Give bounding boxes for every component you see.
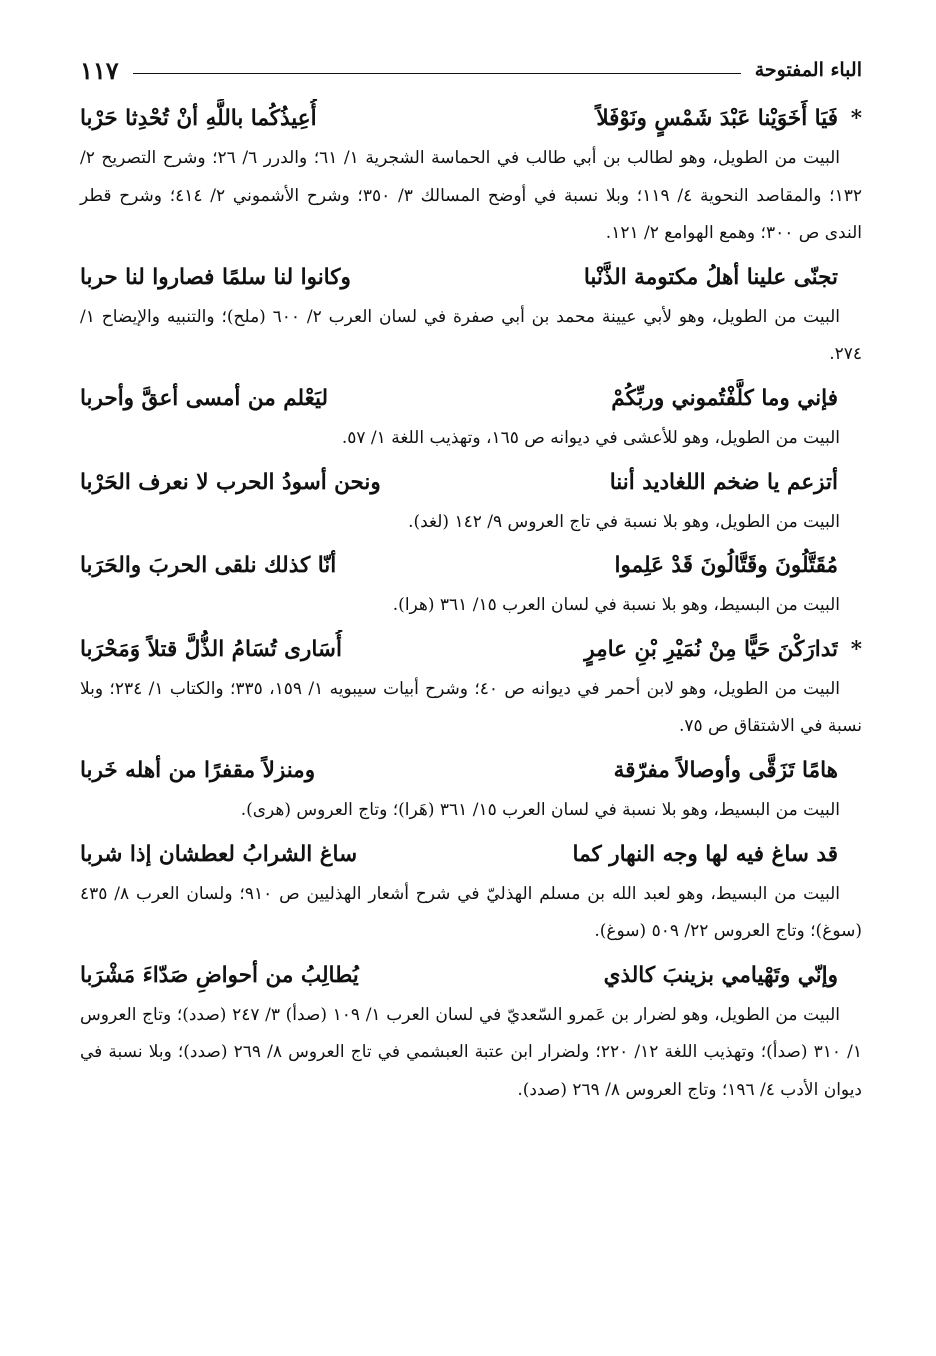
- first-hemistich: تجنّى علينا أهلُ مكتومة الذَّنْبا: [583, 264, 838, 290]
- verse-line: [80, 955, 862, 997]
- verse-entry: [80, 629, 862, 746]
- first-hemistich: هامًا تَزَقَّى وأوصالاً مفرّقة: [613, 757, 838, 783]
- page: [80, 52, 862, 1114]
- running-header: [80, 52, 862, 88]
- verse-entry: [80, 750, 862, 830]
- second-hemistich: أُعِيذُكُما باللَّهِ أنْ تُحْدِثا حَرْبا: [80, 106, 317, 131]
- first-hemistich: وإنّي وتَهْيامي بزينبَ كالذي: [603, 962, 838, 988]
- second-hemistich: وكانوا لنا سلمًا فصاروا لنا حربا: [80, 264, 351, 290]
- first-hemistich: قد ساغ فيه لها وجه النهار كما: [572, 841, 838, 867]
- second-hemistich: ساغ الشرابُ لعطشان إذا شربا: [80, 841, 358, 867]
- verse-note: البيت من الطويل، وهو لأبي عيينة محمد بن أبي صفرة في لسان العرب ٢/ ٦٠٠ (ملح)؛ والتنبيه والإيضاح ١/ ٢٧٤.: [80, 306, 862, 365]
- verse-entry: [80, 545, 862, 625]
- second-hemistich: ونحن أسودُ الحرب لا نعرف الحَرْبا: [80, 469, 381, 495]
- second-hemistich: أُسَارى تُسَامُ الذُّلَّ قتلاً وَمَحْرَبا: [80, 636, 342, 662]
- second-hemistich: ومنزلاً مقفرًا من أهله خَربا: [80, 757, 316, 783]
- star-marker: *: [850, 636, 862, 662]
- page-number: ١١٧: [80, 55, 119, 85]
- verse-entry: [80, 98, 862, 253]
- verse-entry: [80, 378, 862, 458]
- verse-line: [80, 98, 862, 140]
- verse-line: [80, 629, 862, 671]
- verse-entry: [80, 257, 862, 374]
- verse-line: [80, 378, 862, 420]
- verse-note: البيت من الطويل، وهو لضرار بن عَمرو السّعديّ في لسان العرب ١/ ١٠٩ (صدأ) ٣/ ٢٤٧ (صدد)؛ وتاج العروس ١/ ٣١٠ (صدأ)؛ وتهذيب اللغة ١٢/ ٢٢٠؛ ولضرار ابن عتبة العبشمي في تاج العروس ٨/ ٢٦٩ (صدد)؛ وبلا نسبة في ديوان الأدب ٤/ ١٩٦؛ وتاج العروس ٨/ ٢٦٩ (صدد).: [80, 1004, 862, 1100]
- verse-note: البيت من الطويل، وهو بلا نسبة في تاج العروس ٩/ ١٤٢ (لغد).: [408, 511, 840, 532]
- verse-entry: [80, 834, 862, 951]
- second-hemistich: أنّا كذلك نلقى الحربَ والحَرَبا: [80, 553, 337, 579]
- verse-line: [80, 257, 862, 299]
- first-hemistich: مُقَتَّلُونَ وقَتَّالُونَ قَدْ عَلِموا: [614, 553, 838, 579]
- verse-line: [80, 545, 862, 587]
- verse-note: البيت من البسيط، وهو بلا نسبة في لسان العرب ١٥/ ٣٦١ (هَرا)؛ وتاج العروس (هرى).: [240, 799, 840, 820]
- header-rule: [133, 73, 741, 74]
- first-hemistich: فإني وما كلَّفْتُموني وربِّكُمْ: [611, 385, 838, 411]
- verse-line: [80, 834, 862, 876]
- verse-note: البيت من البسيط، وهو بلا نسبة في لسان العرب ١٥/ ٣٦١ (هرا).: [392, 595, 840, 616]
- verse-line: [80, 462, 862, 504]
- verse-note: البيت من الطويل، وهو للأعشى في ديوانه ص ١٦٥، وتهذيب اللغة ١/ ٥٧.: [341, 427, 840, 448]
- section-title: الباء المفتوحة: [754, 59, 862, 81]
- verse-entry: [80, 462, 862, 542]
- second-hemistich: ليَعْلم من أمسى أعقَّ وأحربا: [80, 385, 329, 411]
- verse-note: البيت من الطويل، وهو لابن أحمر في ديوانه ص ٤٠؛ وشرح أبيات سيبويه ١/ ١٥٩، ٣٣٥؛ والكتاب ١/ ٢٣٤؛ وبلا نسبة في الاشتقاق ص ٧٥.: [80, 678, 862, 737]
- verse-note: البيت من الطويل، وهو لطالب بن أبي طالب في الحماسة الشجرية ١/ ٦١؛ والدرر ٦/ ٢٦؛ وشرح التصريح ٢/ ١٣٢؛ والمقاصد النحوية ٤/ ١١٩؛ وبلا نسبة في أوضح المسالك ٣/ ٣٥٠؛ وشرح الأشموني ٢/ ٤١٤؛ وشرح قطر الندى ص ٣٠٠؛ وهمع الهوامع ٢/ ١٢١.: [80, 148, 862, 244]
- verse-line: [80, 750, 862, 792]
- second-hemistich: يُطالِبُ من أحواضِ صَدّاءَ مَشْرَبا: [80, 962, 359, 988]
- star-marker: *: [850, 106, 862, 131]
- verse-note: البيت من البسيط، وهو لعبد الله بن مسلم الهذليّ في شرح أشعار الهذليين ص ٩١٠؛ ولسان العرب ٨/ ٤٣٥ (سوغ)؛ وتاج العروس ٢٢/ ٥٠٩ (سوغ).: [80, 883, 862, 942]
- first-hemistich: أتزعم يا ضخم اللغاديد أننا: [609, 469, 838, 495]
- first-hemistich: تَدارَكْنَ حَيًّا مِنْ نُمَيْرِ بْنِ عامِرٍ: [584, 636, 838, 662]
- first-hemistich: فَيَا أَخَوَيْنا عَبْدَ شَمْسٍ ونَوْفَلاً: [596, 106, 838, 131]
- verse-entry: [80, 955, 862, 1110]
